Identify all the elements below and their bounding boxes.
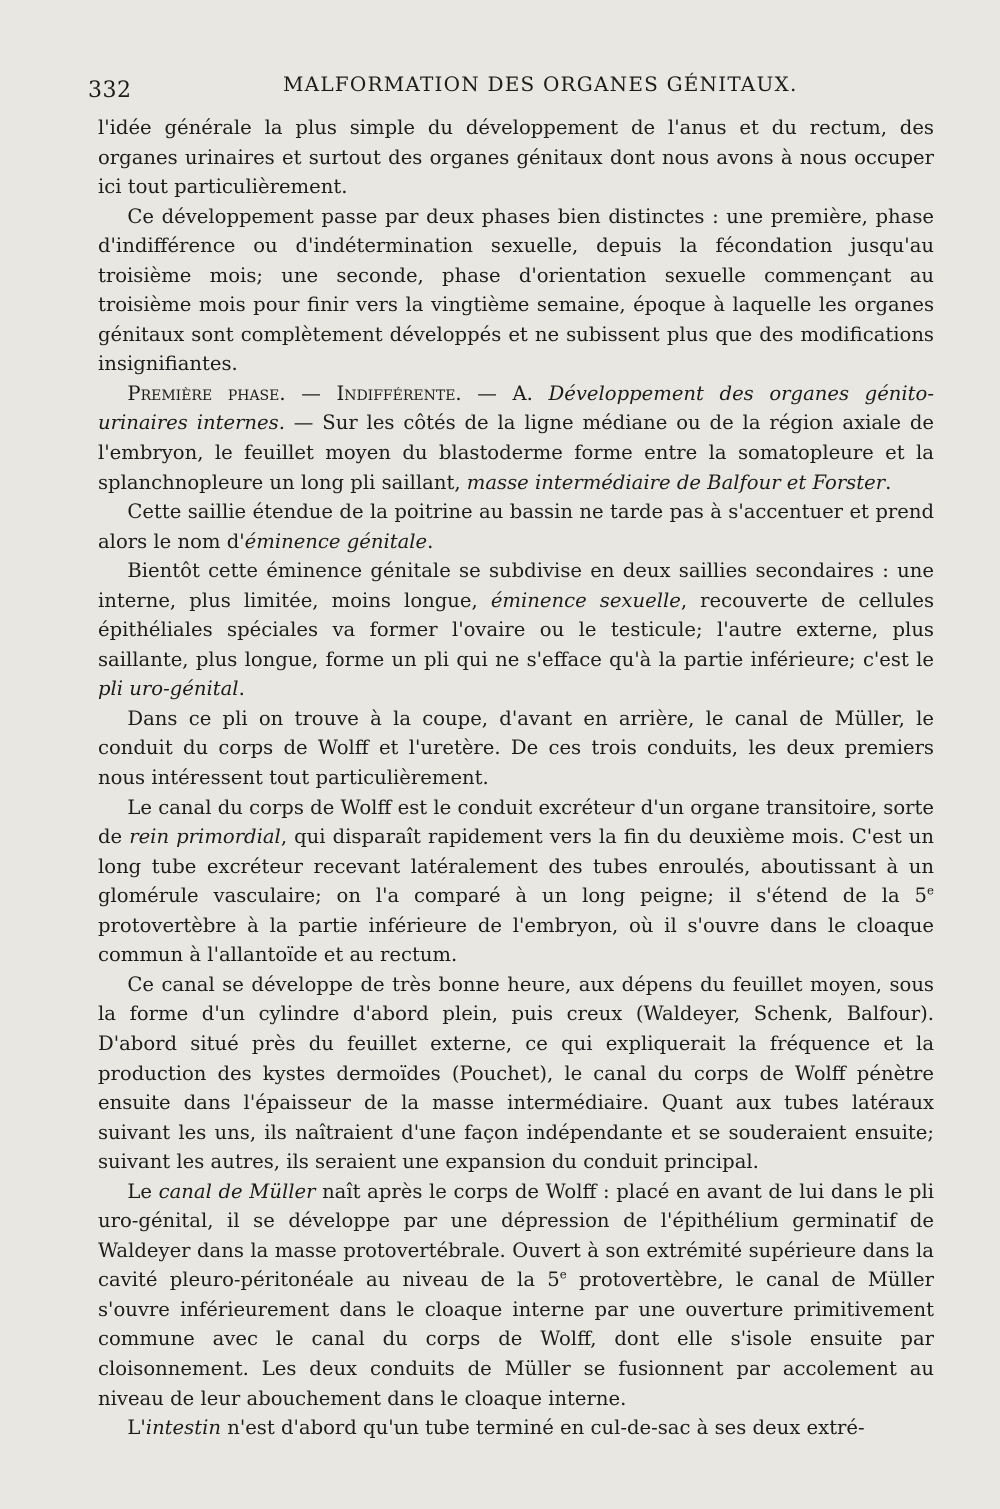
paragraph-text: Ce développement passe par deux phases bien distinctes : une première, phase d'indifférence ou d'indétermination sexuelle, depuis la fécondation jusqu'au troisième mois; une seconde, phase d'orientation sexuelle commençant au troisième mois pour finir vers la vingtième semaine, époque à laquelle les organes génitaux sont complètement développés et ne subissent plus que des modifications insignifiantes. (98, 204, 934, 376)
paragraph-10 (98, 1413, 934, 1443)
paragraph-text: Cette saillie étendue de la poitrine au bassin ne tarde pas à s'accentuer et prend alors le nom d' (98, 500, 934, 553)
running-title: MALFORMATION DES ORGANES GÉNITAUX. (283, 72, 798, 96)
paragraph-text: l'idée générale la plus simple du développement de l'anus et du rectum, des organes urinaires et surtout des organes génitaux dont nous avons à nous occuper ici tout particulièrement. (98, 116, 934, 199)
page-number: 332 (88, 78, 132, 103)
italic-term: éminence sexuelle (490, 588, 681, 612)
italic-term: pli uro-génital (98, 677, 239, 701)
heading-dash: — (285, 381, 337, 405)
paragraph-text: L' (127, 1416, 146, 1440)
superscript: e (927, 883, 934, 898)
italic-term: intestin (145, 1416, 221, 1440)
paragraph-5 (98, 556, 934, 704)
paragraph-text: . (885, 470, 892, 494)
paragraph-text: naît après le corps de Wolff : placé en avant de lui dans le pli uro-génital, il se développe par une dépression de l'épithélium germinatif de Waldeyer dans la masse protovertébrale. Ouvert à son extrémité supérieure dans la cavité pleuro-péritonéale au niveau de la 5 (98, 1179, 934, 1292)
superscript: e (559, 1267, 567, 1282)
paragraph-text: Bientôt cette éminence génitale se subdivise en deux saillies secondaires : une interne, plus limitée, moins longue, (98, 559, 934, 612)
italic-term: rein primordial (129, 825, 281, 849)
running-head (88, 70, 910, 110)
body-text (98, 113, 934, 1443)
italic-term: canal de Müller (158, 1179, 316, 1203)
subsection-heading: Développement des organes génito-urinaires internes. (98, 381, 934, 435)
paragraph-4 (98, 497, 934, 556)
paragraph-text: , recouverte de cellules épithéliales spéciales va former l'ovaire ou le testicule; l'autre externe, plus saillante, plus longue, forme un pli qui ne s'efface qu'à la partie inférieure; c'est le (98, 588, 934, 671)
paragraph-text: Ce canal se développe de très bonne heure, aux dépens du feuillet moyen, sous la forme d'un cylindre d'abord plein, puis creux (Waldeyer, Schenk, Balfour). D'abord situé près du feuillet externe, ce qui expliquerait la fréquence et la production des kystes dermoïdes (Pouchet), le canal du corps de Wolff pénètre ensuite dans l'épaisseur de la masse intermédiaire. Quant aux tubes latéraux suivant les uns, ils naîtraient d'une façon indépendante et se souderaient ensuite; suivant les autres, ils seraient une expansion du conduit principal. (98, 972, 934, 1174)
paragraph-text: — Sur les côtés de la ligne médiane ou de la région axiale de l'embryon, le feuillet moyen du blastoderme forme entre la somatopleure et la splanchnopleure un long pli saillant, (98, 411, 934, 494)
paragraph-6 (98, 704, 934, 793)
paragraph-text: protovertèbre à la partie inférieure de l'embryon, où il s'ouvre dans le cloaque commun à l'allantoïde et au rectum. (98, 913, 934, 967)
paragraph-text: . (238, 677, 245, 701)
paragraph-text: Dans ce pli on trouve à la coupe, d'avant en arrière, le canal de Müller, le conduit du corps de Wolff et l'uretère. De ces trois conduits, les deux premiers nous intéressent tout particulièrement. (98, 706, 934, 790)
section-heading-kind: Indifférente. (336, 381, 462, 405)
paragraph-2 (98, 202, 934, 379)
italic-term: éminence génitale (244, 529, 428, 553)
paragraph-text: Le canal du corps de Wolff est le conduit excréteur d'un organe transitoire, sorte de (98, 795, 934, 849)
heading-dash-letter: — A. (461, 381, 549, 405)
paragraph-1 (98, 113, 934, 202)
paragraph-text: protovertèbre, le canal de Müller s'ouvre inférieurement dans le cloaque interne par une ouverture primitivement commune avec le canal du corps de Wolff, dont elle s'isole ensuite par cloisonnement. Les deux conduits de Müller se fusionnent par accolement au niveau de leur abouchement dans le cloaque interne. (98, 1268, 935, 1410)
paragraph-text: Le (127, 1179, 159, 1203)
paragraph-8 (98, 970, 934, 1177)
paragraph-text: . (427, 529, 434, 553)
paragraph-text: , qui disparaît rapidement vers la fin du deuxième mois. C'est un long tube excréteur recevant latéralement des tubes enroulés, aboutissant à un glomérule vasculaire; on l'a comparé à un long peigne; il s'étend de la 5 (98, 825, 935, 908)
paragraph-7 (98, 793, 934, 970)
paragraph-3 (98, 379, 934, 497)
italic-term: masse intermédiaire de Balfour et Forster (466, 470, 886, 494)
section-heading-phase: Première phase. (127, 381, 286, 405)
paragraph-text: n'est d'abord qu'un tube terminé en cul-de-sac à ses deux extré- (220, 1416, 865, 1440)
paragraph-9 (98, 1177, 934, 1413)
